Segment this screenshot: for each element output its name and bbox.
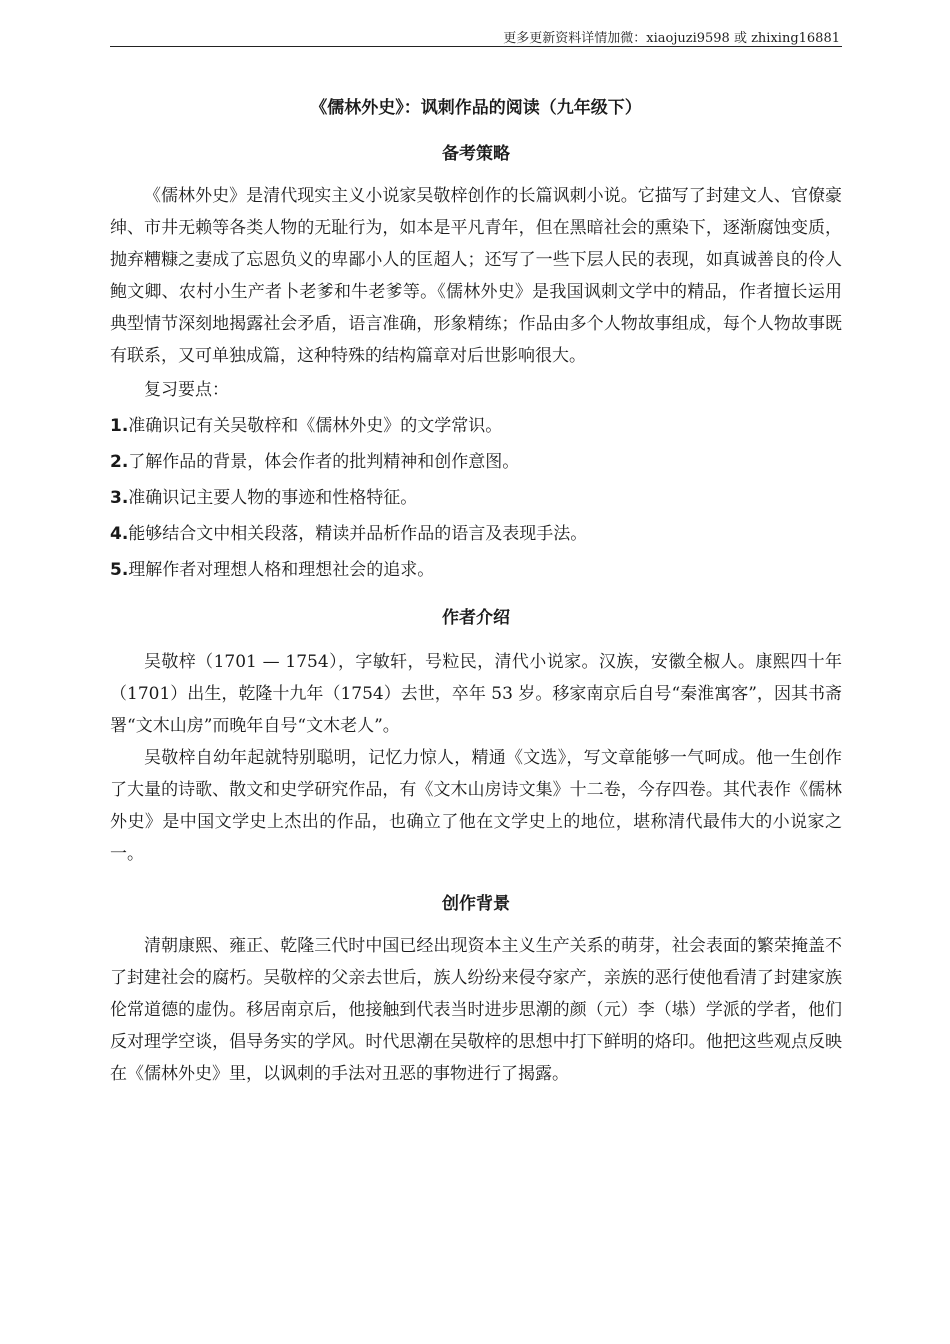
list-item-text: 了解作品的背景，体会作者的批判精神和创作意图。 [128, 452, 520, 472]
list-item-text: 能够结合文中相关段落，精读并品析作品的语言及表现手法。 [128, 524, 588, 544]
review-label: 复习要点： [144, 380, 229, 400]
section-heading-author: 作者介绍 [442, 608, 510, 628]
strategy-paragraph: 《儒林外史》是清代现实主义小说家吴敬梓创作的长篇讽刺小说。它描写了封建文人、官僚豪绅、市井无赖等各类人物的无耻行为，如本是平凡青年，但在黑暗社会的熏染下，逐渐腐蚀变质，抛弃糟糠之妻成了忘恩负义的卑鄙小人的匡超人；还写了一些下层人民的表现，如真诚善良的伶人鲍文卿、农村小生产者卜老爹和牛老爹等。《儒林外史》是我国讽刺文学中的精品，作者擅长运用典型情节深刻地揭露社会矛盾，语言准确，形象精练；作品由多个人物故事组成，每个人物故事既有联系，又可单独成篇，这种特殊的结构篇章对后世影响很大。 [110, 186, 842, 366]
document-title: 《儒林外史》：讽刺作品的阅读（九年级下） [310, 98, 642, 118]
list-item-number: 2. [110, 452, 129, 472]
list-item-number: 1. [110, 416, 129, 436]
list-item [110, 552, 842, 588]
author-paragraph-2: 吴敬梓自幼年起就特别聪明，记忆力惊人，精通《文选》，写文章能够一气呵成。他一生创作了大量的诗歌、散文和史学研究作品，有《文木山房诗文集》十二卷，今存四卷。其代表作《儒林外史》是中国文学史上杰出的作品，也确立了他在文学史上的地位，堪称清代最伟大的小说家之一。 [110, 748, 842, 864]
list-item-number: 3. [110, 488, 129, 508]
header-note: 更多更新资料详情加微：xiaojuzi9598 或 zhixing16881 [503, 31, 840, 46]
section-heading-background: 创作背景 [442, 894, 510, 914]
list-item-number: 5. [110, 560, 129, 580]
list-item-number: 4. [110, 524, 129, 544]
list-item [110, 444, 842, 480]
list-item [110, 516, 842, 552]
list-item-text: 准确识记主要人物的事迹和性格特征。 [128, 488, 418, 508]
list-item-text: 准确识记有关吴敬梓和《儒林外史》的文学常识。 [128, 416, 503, 436]
review-points-list [110, 408, 842, 588]
author-paragraph-1: 吴敬梓（1701 — 1754），字敏轩，号粒民，清代小说家。汉族，安徽全椒人。康熙四十年（1701）出生，乾隆十九年（1754）去世，卒年 53 岁。移家南京后自号“秦淮寓客”，因其书斋署“文木山房”而晚年自号“文木老人”。 [110, 652, 842, 736]
list-item [110, 408, 842, 444]
list-item-text: 理解作者对理想人格和理想社会的追求。 [128, 560, 435, 580]
list-item [110, 480, 842, 516]
background-paragraph: 清朝康熙、雍正、乾隆三代时中国已经出现资本主义生产关系的萌芽，社会表面的繁荣掩盖不了封建社会的腐朽。吴敬梓的父亲去世后，族人纷纷来侵夺家产，亲族的恶行使他看清了封建家族伦常道德的虚伪。移居南京后，他接触到代表当时进步思潮的颜（元）李（塨）学派的学者，他们反对理学空谈，倡导务实的学风。时代思潮在吴敬梓的思想中打下鲜明的烙印。他把这些观点反映在《儒林外史》里，以讽刺的手法对丑恶的事物进行了揭露。 [110, 936, 842, 1084]
document-body [110, 96, 842, 1090]
section-heading-strategy: 备考策略 [442, 144, 510, 164]
header-divider [110, 46, 842, 47]
